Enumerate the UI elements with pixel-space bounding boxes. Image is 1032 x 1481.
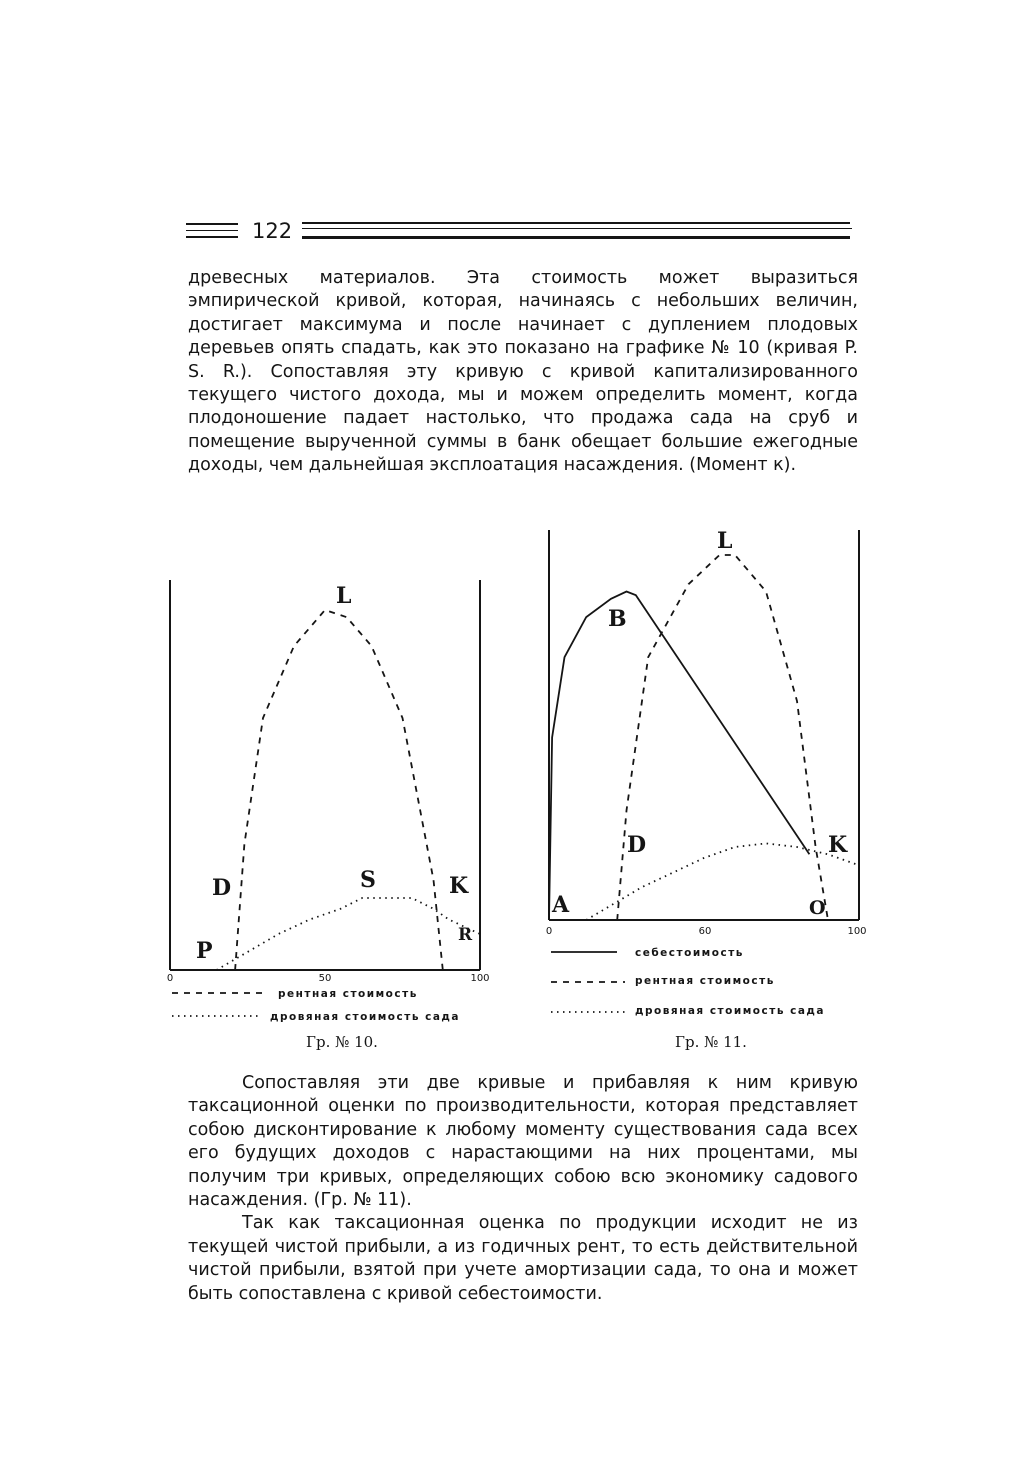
fig11-label-L: L <box>717 528 733 554</box>
fig10-label-L: L <box>336 583 352 609</box>
fig11-legend-cost: себестоимость <box>635 947 744 959</box>
figure-11-ticks <box>546 926 867 937</box>
fig10-label-R: R <box>458 925 473 945</box>
header-rule-right-thin <box>302 228 852 229</box>
page-number: 122 <box>252 219 293 243</box>
figure-10-axes <box>170 580 480 970</box>
paragraph-3: Так как таксационная оценка по продукции исходит не из текущей чистой прибыли, а из годичных рент, то есть действительной чистой прибыли, взятой при учете амортизации сада, то она и может быть сопоставлена с кривой себестоимости. <box>188 1213 858 1304</box>
fig11-tick-100: 100 <box>847 926 867 937</box>
fig10-series-dashed <box>235 610 443 970</box>
fig11-series-solid <box>549 592 809 921</box>
fig10-label-S: S <box>360 867 376 893</box>
fig11-caption: Гр. № 11. <box>675 1033 747 1050</box>
body-text-bottom <box>188 1072 858 1306</box>
fig10-series-dotted <box>217 898 481 970</box>
figure-11-point-labels <box>551 528 848 919</box>
header-rule-left-low <box>186 236 238 238</box>
fig11-series-dashed <box>617 555 828 920</box>
fig10-caption: Гр. № 10. <box>306 1033 378 1051</box>
figure-10-series <box>217 610 481 970</box>
header-rule-left <box>186 223 238 225</box>
figure-10-ticks <box>167 973 490 984</box>
fig11-label-O: O <box>809 897 826 919</box>
fig10-label-P: P <box>196 938 213 964</box>
header-rule-right <box>302 222 850 224</box>
fig11-label-B: B <box>608 606 627 632</box>
paragraph-2: Сопоставляя эти две кривые и прибавляя к ним кривую таксационной оценки по производительности, которая представляет собою дисконтирование к любому моменту существования сада всех его будущих доходов с нарастающими на них процентами, мы получим три кривых, определяющих собою всю экономику садового насаждения. (Гр. № 11). <box>188 1073 858 1211</box>
fig11-label-K: K <box>828 832 848 858</box>
figure-11-series <box>549 555 859 920</box>
fig10-label-K: K <box>449 873 469 899</box>
fig10-tick-50: 50 <box>318 973 332 984</box>
header-rule-right-bold <box>302 236 850 239</box>
running-header <box>186 218 852 244</box>
figure-11-axes <box>549 530 859 920</box>
paragraph-1: древесных материалов. Эта стоимость может выразиться эмпирической кривой, которая, начинаясь с небольших величин, достигает максимума и после начинает с дуплением плодовых деревьев опять спадать, как это показано на графике № 10 (кривая P. S. R.). Сопоставляя эту кривую с кривой капитализированного текущего чистого дохода, мы и можем определить момент, когда плодоношение падает настолько, что продажа сада на сруб и помещение вырученной суммы в банк обещает большие ежегодные доходы, чем дальнейшая эксплоатация насаждения. (Момент к). <box>188 268 858 476</box>
fig10-tick-0: 0 <box>166 973 174 984</box>
figure-10 <box>150 565 540 1055</box>
figure-11-legend <box>551 947 825 1017</box>
body-text-top <box>188 267 858 478</box>
fig11-label-D: D <box>627 832 647 858</box>
figure-10-legend <box>172 988 460 1023</box>
fig11-tick-0: 0 <box>545 926 553 937</box>
fig10-legend-rent: рентная стоимость <box>278 988 418 1000</box>
header-rule-left-thin <box>186 230 238 231</box>
fig10-legend-wood: дровяная стоимость сада <box>270 1011 460 1023</box>
fig10-tick-100: 100 <box>470 973 490 984</box>
fig11-legend-rent: рентная стоимость <box>635 975 775 987</box>
fig11-label-A: A <box>552 892 570 918</box>
fig11-tick-60: 60 <box>698 926 712 937</box>
fig10-label-D: D <box>212 875 232 901</box>
fig11-legend-wood: дровяная стоимость сада <box>635 1005 825 1017</box>
figure-11 <box>535 520 885 1050</box>
